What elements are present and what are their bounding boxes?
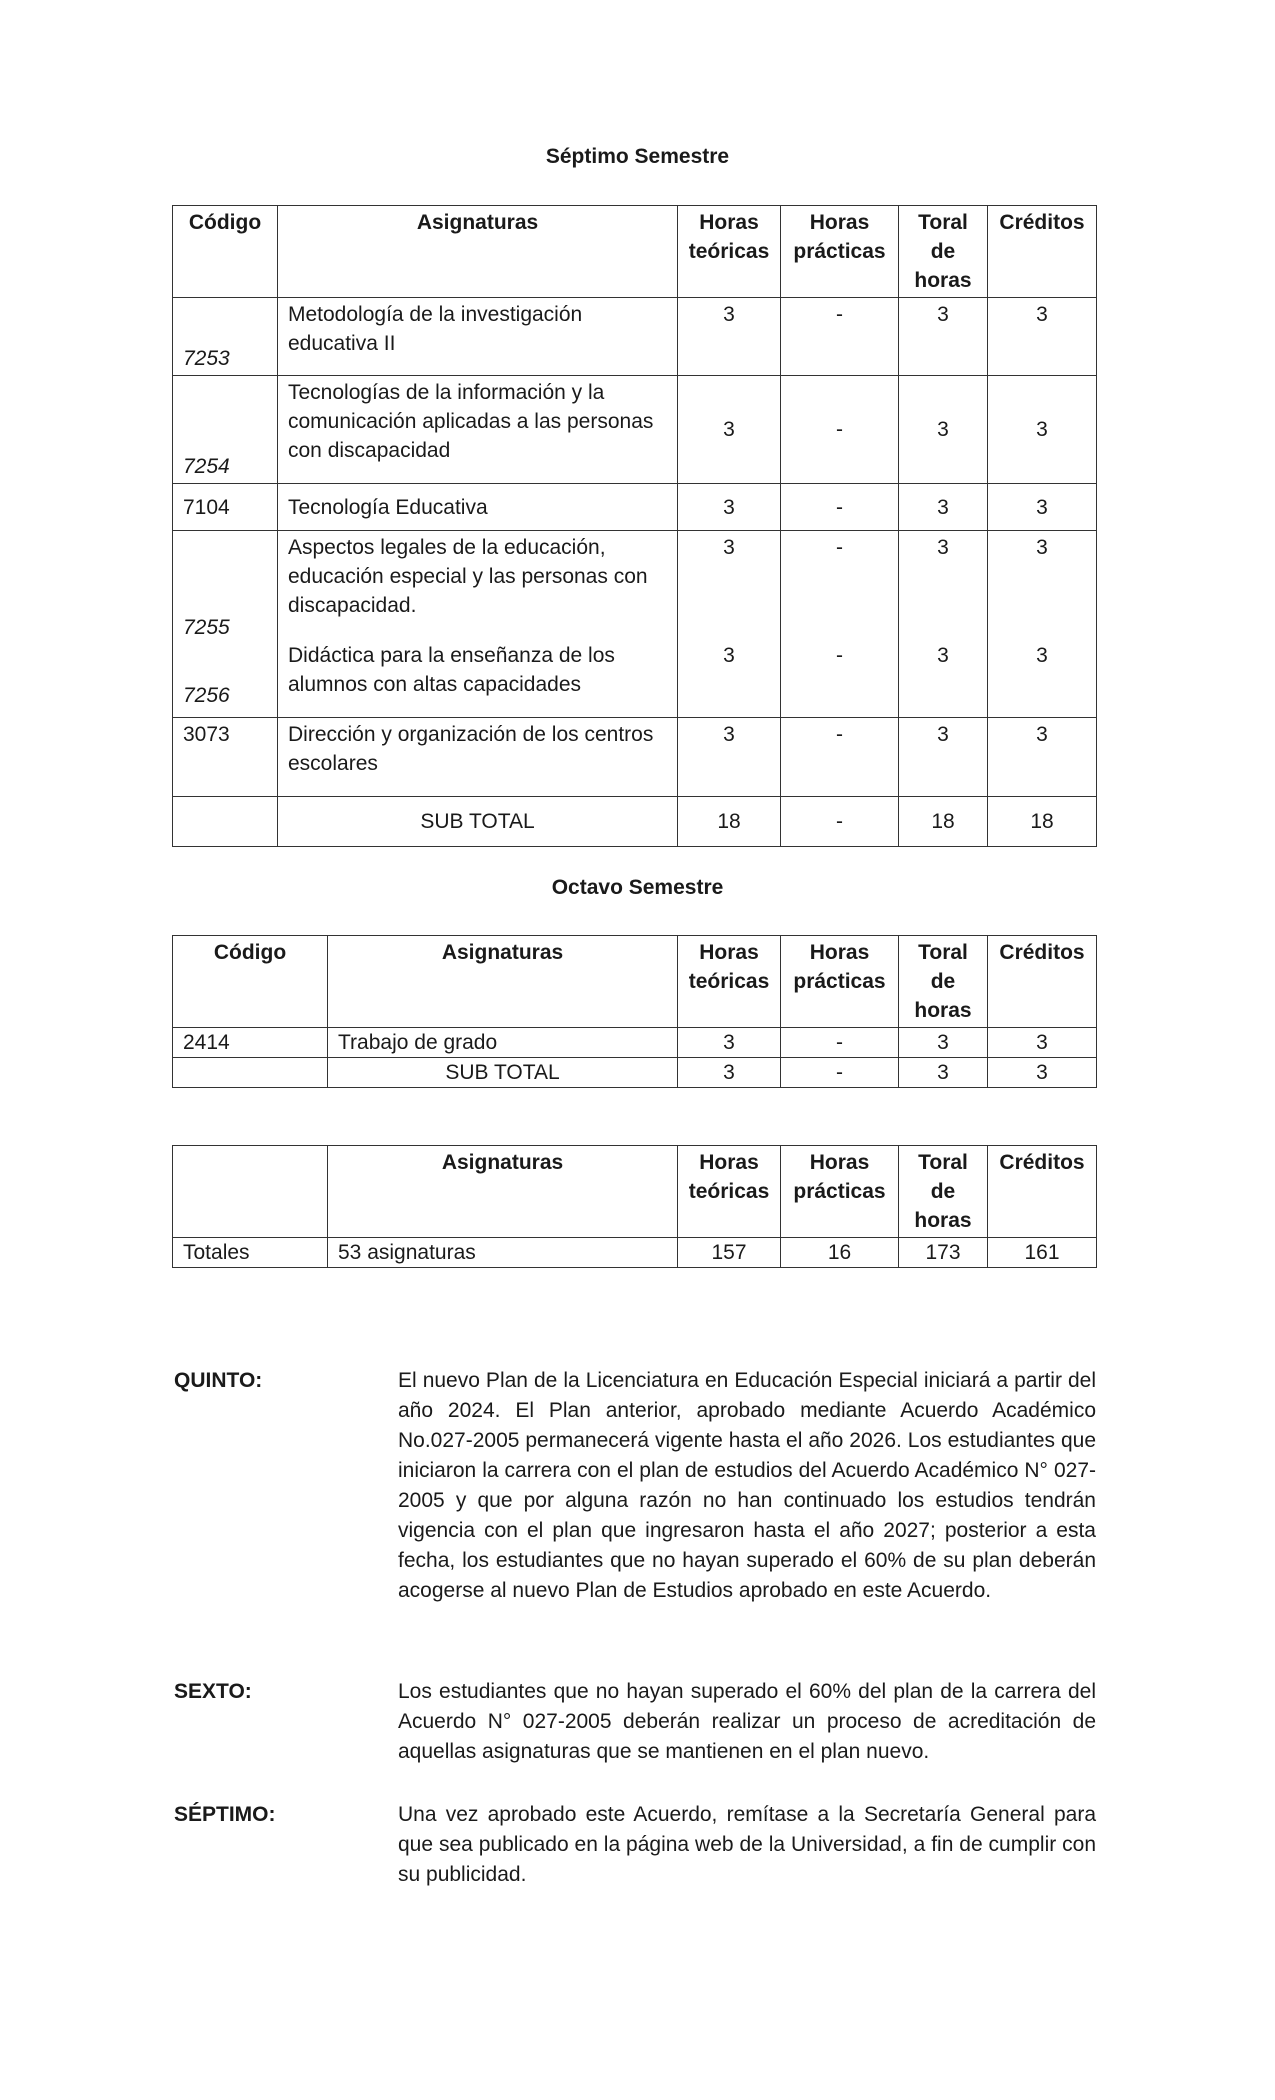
- table-row: [173, 1028, 1097, 1058]
- subtotal-row: [173, 797, 1097, 847]
- header-practicas: Horas prácticas: [781, 936, 899, 1028]
- subtotal-practicas: -: [781, 797, 899, 847]
- subtotal-creditos: 18: [988, 797, 1097, 847]
- cell-practicas: -: [781, 1028, 899, 1058]
- header-creditos: Créditos: [988, 1146, 1097, 1238]
- clause-text: Los estudiantes que no hayan superado el 60% del plan de la carrera del Acuerdo N° 027-2005 deberán realizar un proceso de acreditación de aquellas asignaturas que se mantienen en el plan nuevo.: [398, 1680, 1096, 1763]
- clause-text: El nuevo Plan de la Licenciatura en Educación Especial iniciará a partir del año 2024. El Plan anterior, aprobado mediante Acuerdo Académico No.027-2005 permanecerá vigente hasta el año 2026. Los estudiantes que iniciaron la carrera con el plan de estudios del Acuerdo Académico N° 027- 2005 y que por alguna razón no han continuado los estudios tendrán vigencia con el plan que ingresaron hasta el año 2027; posterior a esta fecha, los estudiantes que no hayan superado el 60% de su plan deberán acogerse al nuevo Plan de Estudios aprobado en este Acuerdo.: [398, 1369, 1096, 1602]
- header-teoricas: Horas teóricas: [678, 206, 781, 298]
- cell-creditos: 3: [988, 298, 1097, 376]
- cell-teoricas: 3: [723, 644, 735, 667]
- cell-total: 3: [899, 484, 988, 531]
- octavo-title: Octavo Semestre: [551, 876, 724, 899]
- septimo-table: [172, 205, 1097, 847]
- subtotal-label: SUB TOTAL: [278, 797, 678, 847]
- cell-teoricas: 3: [678, 376, 781, 484]
- cell-codigo: 3073: [173, 718, 278, 797]
- header-codigo: Código: [173, 206, 278, 298]
- table-row: [173, 484, 1097, 531]
- subtotal-practicas: -: [781, 1058, 899, 1088]
- cell-practicas: -: [781, 484, 899, 531]
- table-header-row: [173, 1146, 1097, 1238]
- cell-practicas: -: [781, 718, 899, 797]
- cell-teoricas: 3: [678, 484, 781, 531]
- totales-teoricas: 157: [678, 1238, 781, 1268]
- cell-codigo: 7253: [173, 298, 278, 376]
- subtotal-teoricas: 18: [678, 797, 781, 847]
- header-asignaturas: Asignaturas: [328, 936, 678, 1028]
- cell-asignatura-group: [278, 531, 678, 718]
- clause-sexto: [174, 1677, 1096, 1767]
- cell-codigo: 7254: [173, 376, 278, 484]
- cell-asignatura: Tecnologías de la información y la comunicación aplicadas a las personas con discapacidad: [278, 376, 678, 484]
- subtotal-label: SUB TOTAL: [328, 1058, 678, 1088]
- cell-creditos: 3: [988, 1028, 1097, 1058]
- cell-practicas: -: [836, 536, 843, 559]
- clause-label: SÉPTIMO:: [174, 1803, 276, 1826]
- cell-teoricas: 3: [678, 718, 781, 797]
- table-row: [173, 376, 1097, 484]
- cell-asignatura: Aspectos legales de la educación, educación especial y las personas con discapacidad.: [288, 536, 648, 617]
- header-total: Toral de horas: [899, 1146, 988, 1238]
- cell-practicas: -: [781, 298, 899, 376]
- totales-label: Totales: [173, 1238, 328, 1268]
- cell-teoricas: 3: [678, 298, 781, 376]
- clause-label: SEXTO:: [174, 1680, 252, 1703]
- cell-practicas: -: [781, 376, 899, 484]
- clause-septimo: [174, 1800, 1096, 1890]
- septimo-title: Séptimo Semestre: [545, 145, 730, 168]
- clause-quinto: [174, 1366, 1096, 1646]
- subtotal-total: 3: [899, 1058, 988, 1088]
- cell-codigo: 7256: [183, 684, 230, 707]
- header-creditos: Créditos: [988, 936, 1097, 1028]
- cell-total-group: [899, 531, 988, 718]
- cell-codigo: 7255: [183, 616, 230, 639]
- cell-practicas: -: [836, 644, 843, 667]
- clause-label: QUINTO:: [174, 1369, 263, 1392]
- cell-asignatura: Tecnología Educativa: [278, 484, 678, 531]
- header-teoricas: Horas teóricas: [678, 1146, 781, 1238]
- header-codigo: Código: [173, 936, 328, 1028]
- cell-teoricas: 3: [678, 1028, 781, 1058]
- totales-creditos: 161: [988, 1238, 1097, 1268]
- cell-codigo: 2414: [173, 1028, 328, 1058]
- table-header-row: [173, 206, 1097, 298]
- totales-asignaturas: 53 asignaturas: [328, 1238, 678, 1268]
- subtotal-total: 18: [899, 797, 988, 847]
- totales-total: 173: [899, 1238, 988, 1268]
- cell-codigo-group: [173, 531, 278, 718]
- header-asignaturas: Asignaturas: [328, 1146, 678, 1238]
- cell-total: 3: [937, 536, 949, 559]
- header-teoricas: Horas teóricas: [678, 936, 781, 1028]
- cell-total: 3: [937, 644, 949, 667]
- cell-creditos: 3: [1036, 536, 1048, 559]
- cell-empty: [173, 1058, 328, 1088]
- cell-asignatura: Metodología de la investigación educativa II: [278, 298, 678, 376]
- cell-teoricas: 3: [723, 536, 735, 559]
- cell-creditos: 3: [988, 718, 1097, 797]
- cell-teoricas-group: [678, 531, 781, 718]
- cell-total: 3: [899, 718, 988, 797]
- cell-creditos: 3: [988, 376, 1097, 484]
- cell-total: 3: [899, 376, 988, 484]
- header-asignaturas: Asignaturas: [278, 206, 678, 298]
- header-empty: [173, 1146, 328, 1238]
- header-total: Toral de horas: [899, 936, 988, 1028]
- totales-table: [172, 1145, 1097, 1268]
- table-header-row: [173, 936, 1097, 1028]
- totales-practicas: 16: [781, 1238, 899, 1268]
- cell-creditos: 3: [988, 484, 1097, 531]
- header-practicas: Horas prácticas: [781, 1146, 899, 1238]
- cell-total: 3: [899, 1028, 988, 1058]
- cell-asignatura: Trabajo de grado: [328, 1028, 678, 1058]
- table-row: [173, 718, 1097, 797]
- header-total: Toral de horas: [899, 206, 988, 298]
- clause-text: Una vez aprobado este Acuerdo, remítase a la Secretaría General para que sea publicado en la página web de la Universidad, a fin de cumplir con su publicidad.: [398, 1803, 1096, 1886]
- totales-row: [173, 1238, 1097, 1268]
- table-row: [173, 531, 1097, 718]
- octavo-table: [172, 935, 1097, 1088]
- cell-creditos-group: [988, 531, 1097, 718]
- cell-codigo: 7104: [173, 484, 278, 531]
- cell-creditos: 3: [1036, 644, 1048, 667]
- subtotal-creditos: 3: [988, 1058, 1097, 1088]
- cell-practicas-group: [781, 531, 899, 718]
- table-row: [173, 298, 1097, 376]
- cell-total: 3: [899, 298, 988, 376]
- subtotal-row: [173, 1058, 1097, 1088]
- cell-empty: [173, 797, 278, 847]
- header-creditos: Créditos: [988, 206, 1097, 298]
- cell-asignatura: Didáctica para la enseñanza de los alumnos con altas capacidades: [288, 644, 615, 696]
- header-practicas: Horas prácticas: [781, 206, 899, 298]
- cell-asignatura: Dirección y organización de los centros escolares: [278, 718, 678, 797]
- subtotal-teoricas: 3: [678, 1058, 781, 1088]
